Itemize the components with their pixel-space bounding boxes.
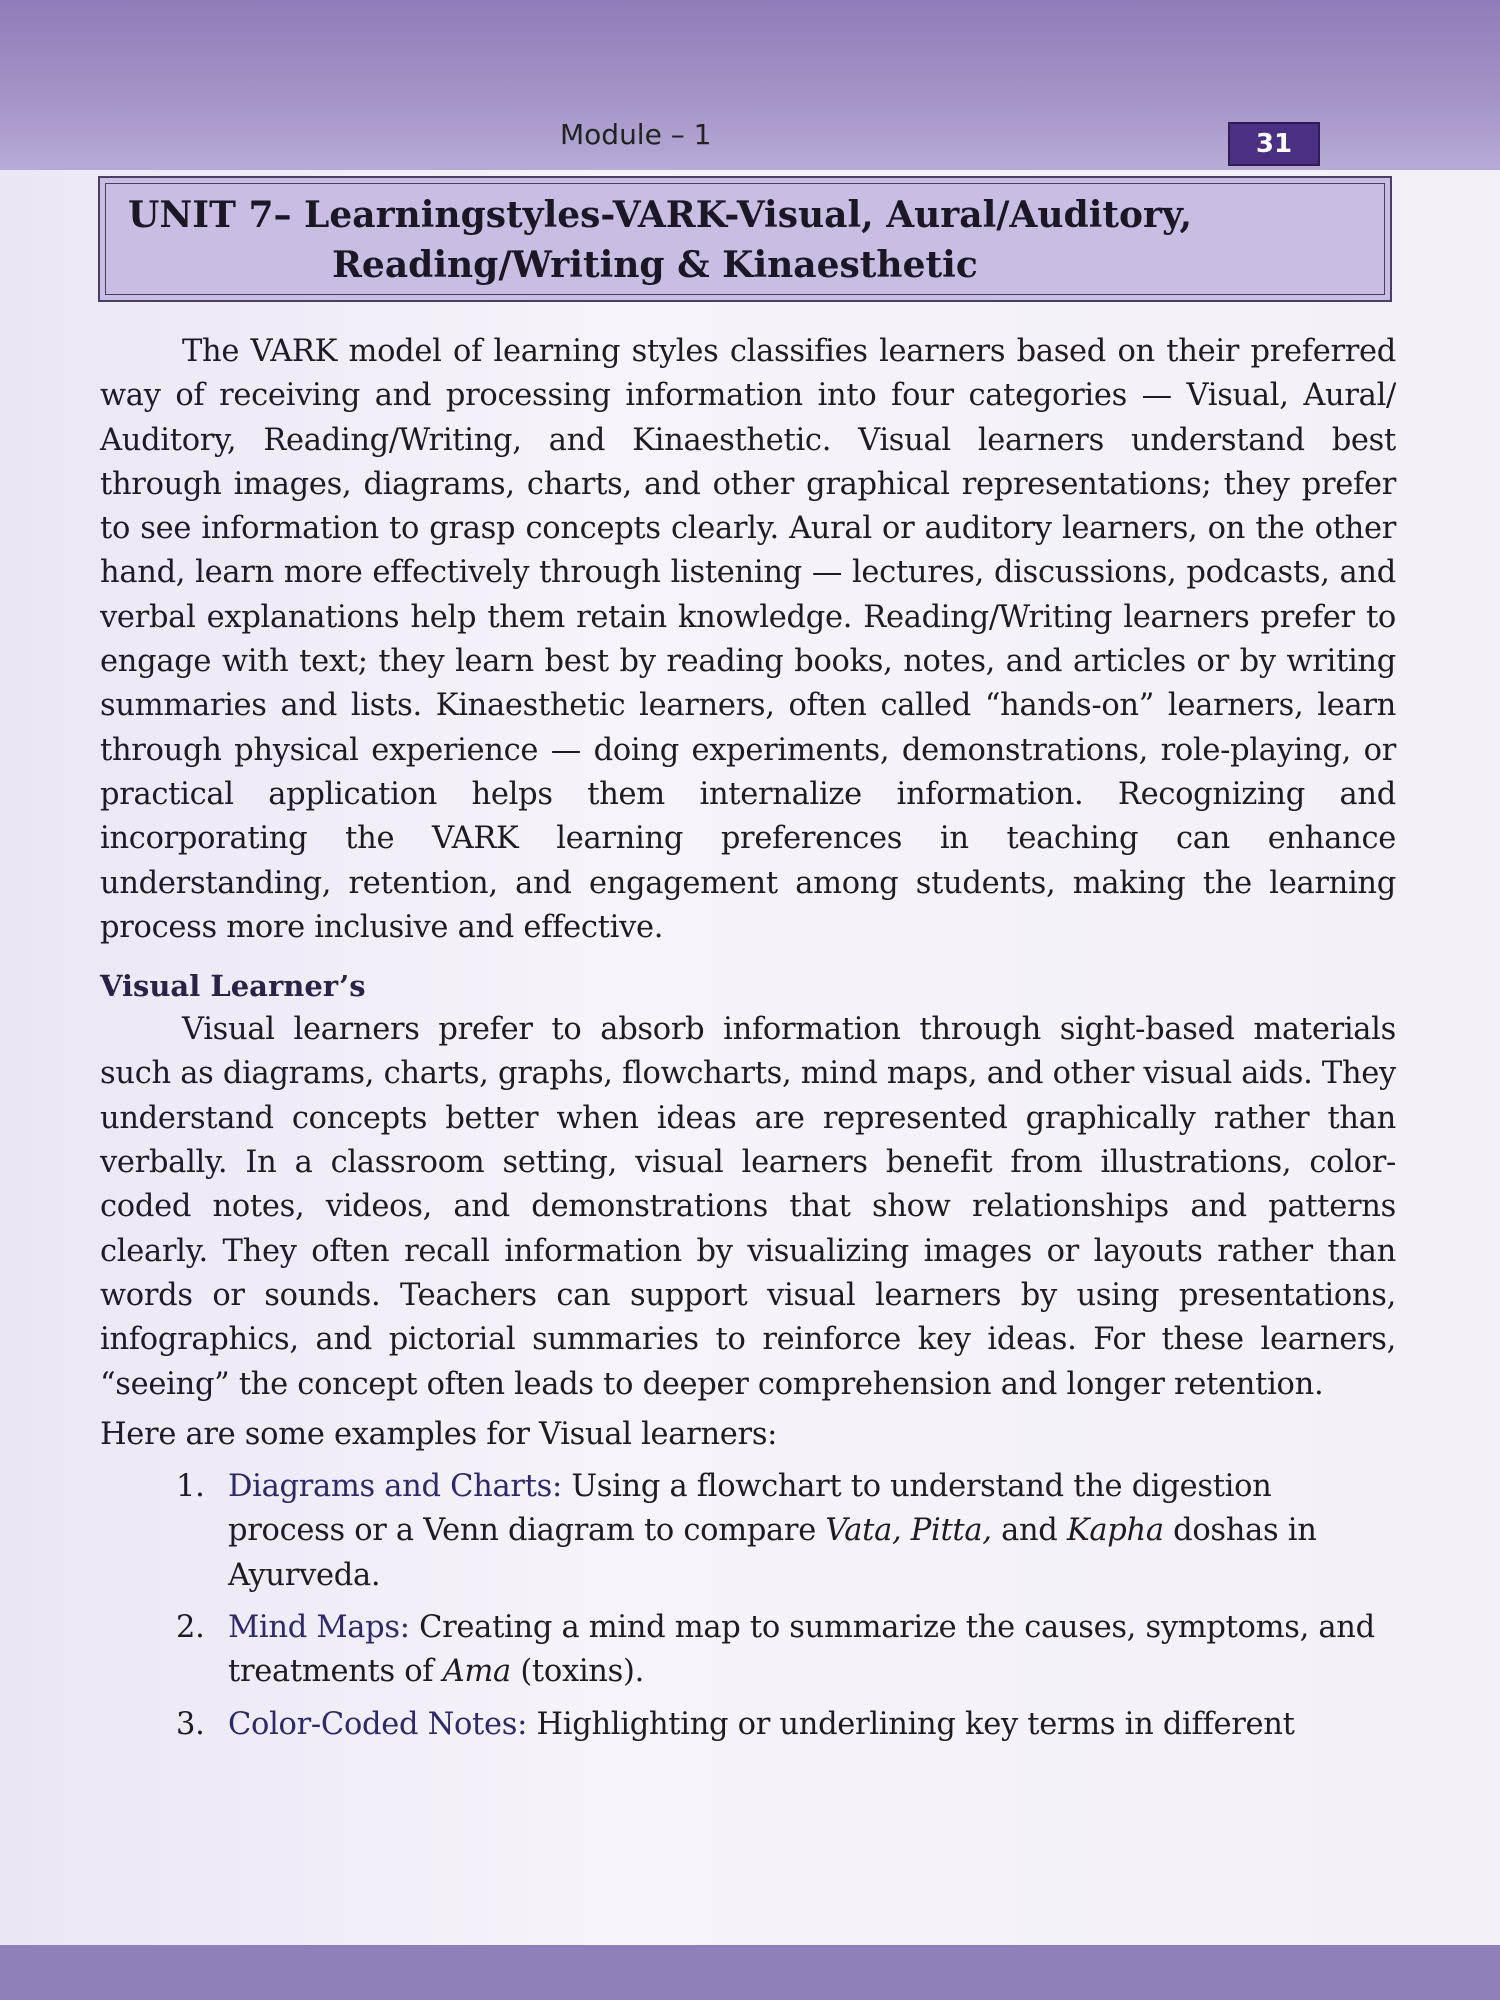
- page-number-badge: 31: [1228, 122, 1320, 166]
- page-content: [100, 330, 1396, 1755]
- examples-intro: Here are some examples for Visual learners:: [100, 1416, 778, 1452]
- example-text: doshas in Ayurveda.: [228, 1513, 1317, 1593]
- example-item-color-coded: [100, 1703, 1396, 1747]
- example-italic-term: Vata, Pitta,: [825, 1513, 992, 1549]
- example-italic-term: Kapha: [1066, 1513, 1164, 1549]
- unit-title-line-2: Reading/Writing & Kinaesthetic: [332, 244, 978, 286]
- example-text: (toxins).: [510, 1654, 644, 1690]
- bottom-band: [0, 1945, 1500, 2000]
- examples-list: [100, 1465, 1396, 1747]
- example-text: Using a flowchart to understand the digestion process or a Venn diagram to compare: [228, 1469, 1272, 1549]
- example-italic-term: Ama: [442, 1654, 511, 1690]
- intro-paragraph: The VARK model of learning styles classifies learners based on their preferred way of receiving and processing information into four categories — Visual, Aural/ Auditory, Reading/Writing, and Kinaesthetic. Visual learners understand best through images, diagrams, charts, and other graphical representations; they prefer to see information to grasp concepts clearly. Aural or auditory learners, on the other hand, learn more effectively through listening — lectures, discussions, podcasts, and verbal explanations help them retain knowledge. Reading/Writing learners prefer to engage with text; they learn best by reading books, notes, and articles or by writing summaries and lists. Kinaesthetic learners, often called “hands-on” learners, learn through physical experience — doing experiments, demonstrations, role-playing, or practical application helps them internalize information. Recognizing and incorporating the VARK learning preferences in teaching can enhance understanding, retention, and engagement among students, making the learning process more inclusive and effective.: [100, 334, 1396, 945]
- unit-title-box: [98, 176, 1392, 302]
- section-heading-visual: Visual Learner’s: [100, 969, 366, 1004]
- example-number: 2.: [176, 1610, 205, 1646]
- unit-title: [128, 190, 1368, 290]
- unit-title-line-1: UNIT 7– Learningstyles-VARK-Visual, Aural/Auditory,: [128, 194, 1192, 236]
- example-number: 3.: [176, 1706, 205, 1742]
- example-text: and: [991, 1513, 1067, 1549]
- example-term: Mind Maps:: [228, 1610, 410, 1646]
- example-text: Creating a mind map to summarize the causes, symptoms, and treatments of: [228, 1610, 1375, 1690]
- example-item-diagrams: [100, 1465, 1396, 1598]
- example-item-mind-maps: [100, 1606, 1396, 1695]
- example-term: Diagrams and Charts:: [228, 1469, 562, 1505]
- example-number: 1.: [176, 1469, 205, 1505]
- example-text: Highlighting or underlining key terms in different: [527, 1706, 1295, 1742]
- visual-paragraph: Visual learners prefer to absorb information through sight-based materials such as diagrams, charts, graphs, flowcharts, mind maps, and other visual aids. They understand concepts better when ideas are represented graphically rather than verbally. In a classroom setting, visual learners benefit from illustrations, color-coded notes, videos, and demonstrations that show relationships and patterns clearly. They often recall information by visualizing images or layouts rather than words or sounds. Teachers can support visual learners by using presentations, infographics, and pictorial summaries to reinforce key ideas. For these learners, “seeing” the concept often leads to deeper comprehension and longer retention.: [100, 1012, 1396, 1402]
- example-term: Color-Coded Notes:: [228, 1706, 528, 1742]
- running-header-module: Module – 1: [560, 118, 712, 151]
